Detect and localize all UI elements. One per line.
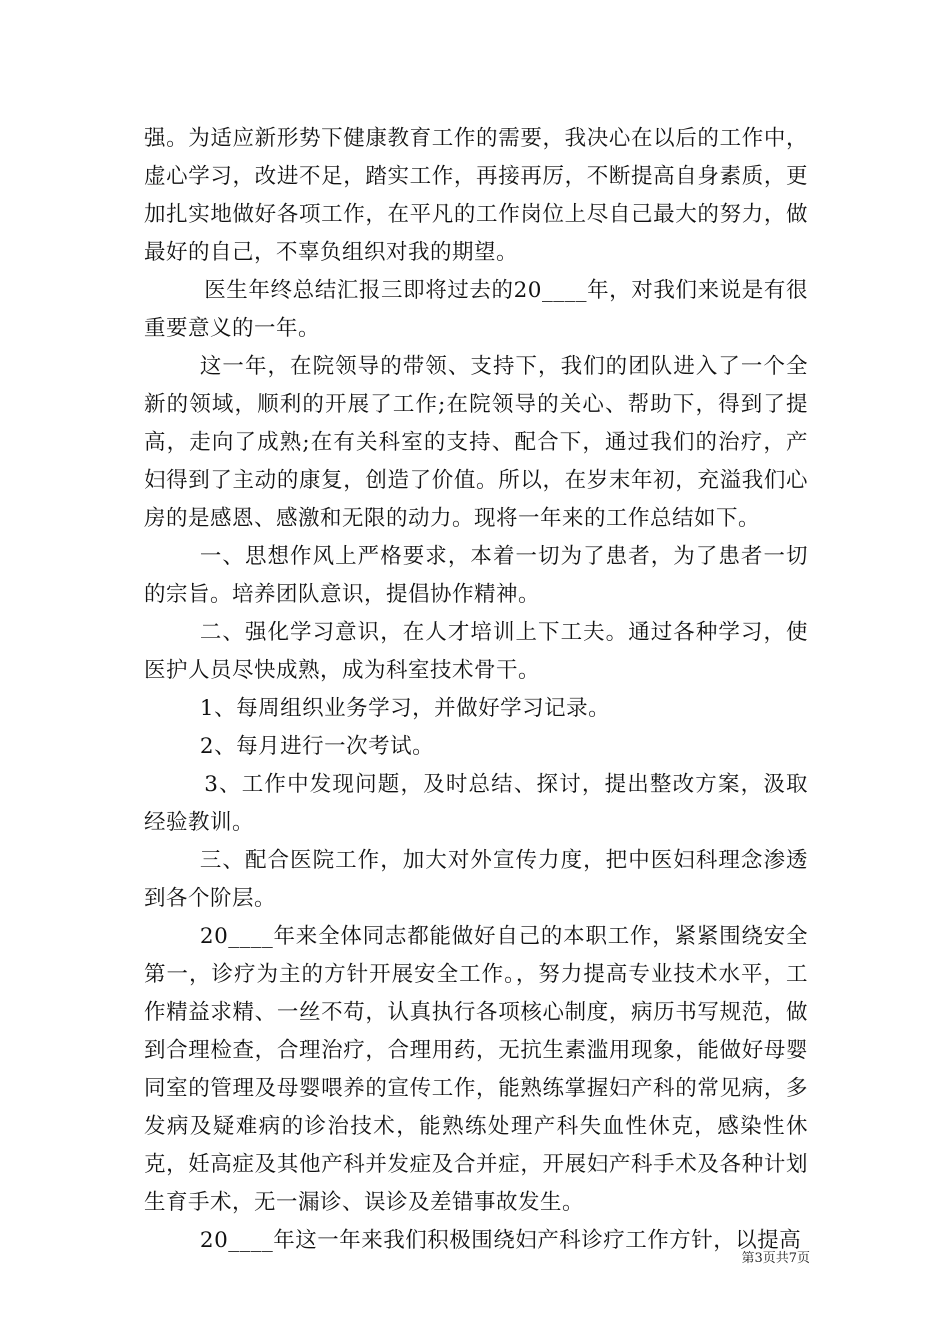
paragraph-item-2: 2、每月进行一次考试。 [199,734,435,759]
document-body [144,120,808,1260]
paragraph-section-two: 二、强化学习意识，在人才培训上下工夫。通过各种学习，使医护人员尽快成熟，成为科室技术骨干。 [144,620,808,683]
paragraph-continuation: 强。为适应新形势下健康教育工作的需要，我决心在以后的工作中，虚心学习，改进不足，踏实工作，再接再厉，不断提高自身素质，更加扎实地做好各项工作，在平凡的工作岗位上尽自己最大的努力，做最好的自己，不辜负组织对我的期望。 [144,126,808,265]
paragraph-section-one: 一、思想作风上严格要求，本着一切为了患者，为了患者一切的宗旨。培养团队意识，提倡协作精神。 [144,544,808,607]
paragraph-year-overview: 这一年，在院领导的带领、支持下，我们的团队进入了一个全新的领域，顺利的开展了工作;在院领导的关心、帮助下，得到了提高，走向了成熟;在有关科室的支持、配合下，通过我们的治疗，产妇得到了主动的康复，创造了价值。所以，在岁末年初，充溢我们心房的是感恩、感激和无限的动力。现将一年来的工作总结如下。 [144,354,808,531]
paragraph-next-year: 20____年这一年来我们积极围绕妇产科诊疗工作方针，以提高 [199,1228,802,1253]
paragraph-work-summary: 20____年来全体同志都能做好自己的本职工作，紧紧围绕安全第一，诊疗为主的方针开展安全工作。，努力提高专业技术水平，工作精益求精、一丝不苟，认真执行各项核心制度，病历书写规范，做到合理检查，合理治疗，合理用药，无抗生素滥用现象，能做好母婴同室的管理及母婴喂养的宣传工作，能熟练掌握妇产科的常见病，多发病及疑难病的诊治技术，能熟练处理产科失血性休克，感染性休克，妊高症及其他产科并发症及合并症，开展妇产科手术及各种计划生育手术，无一漏诊、误诊及差错事故发生。 [144,924,808,1215]
paragraph-item-1: 1、每周组织业务学习，并做好学习记录。 [199,696,611,721]
paragraph-section-three: 三、配合医院工作，加大对外宣传力度，把中医妇科理念渗透到各个阶层。 [144,848,808,911]
page-number: 第3页共7页 [741,1251,810,1266]
paragraph-report-intro: 医生年终总结汇报三即将过去的20____年，对我们来说是有很重要意义的一年。 [144,278,808,341]
paragraph-item-3: 3、工作中发现问题，及时总结、探讨，提出整改方案，汲取经验教训。 [144,772,808,835]
